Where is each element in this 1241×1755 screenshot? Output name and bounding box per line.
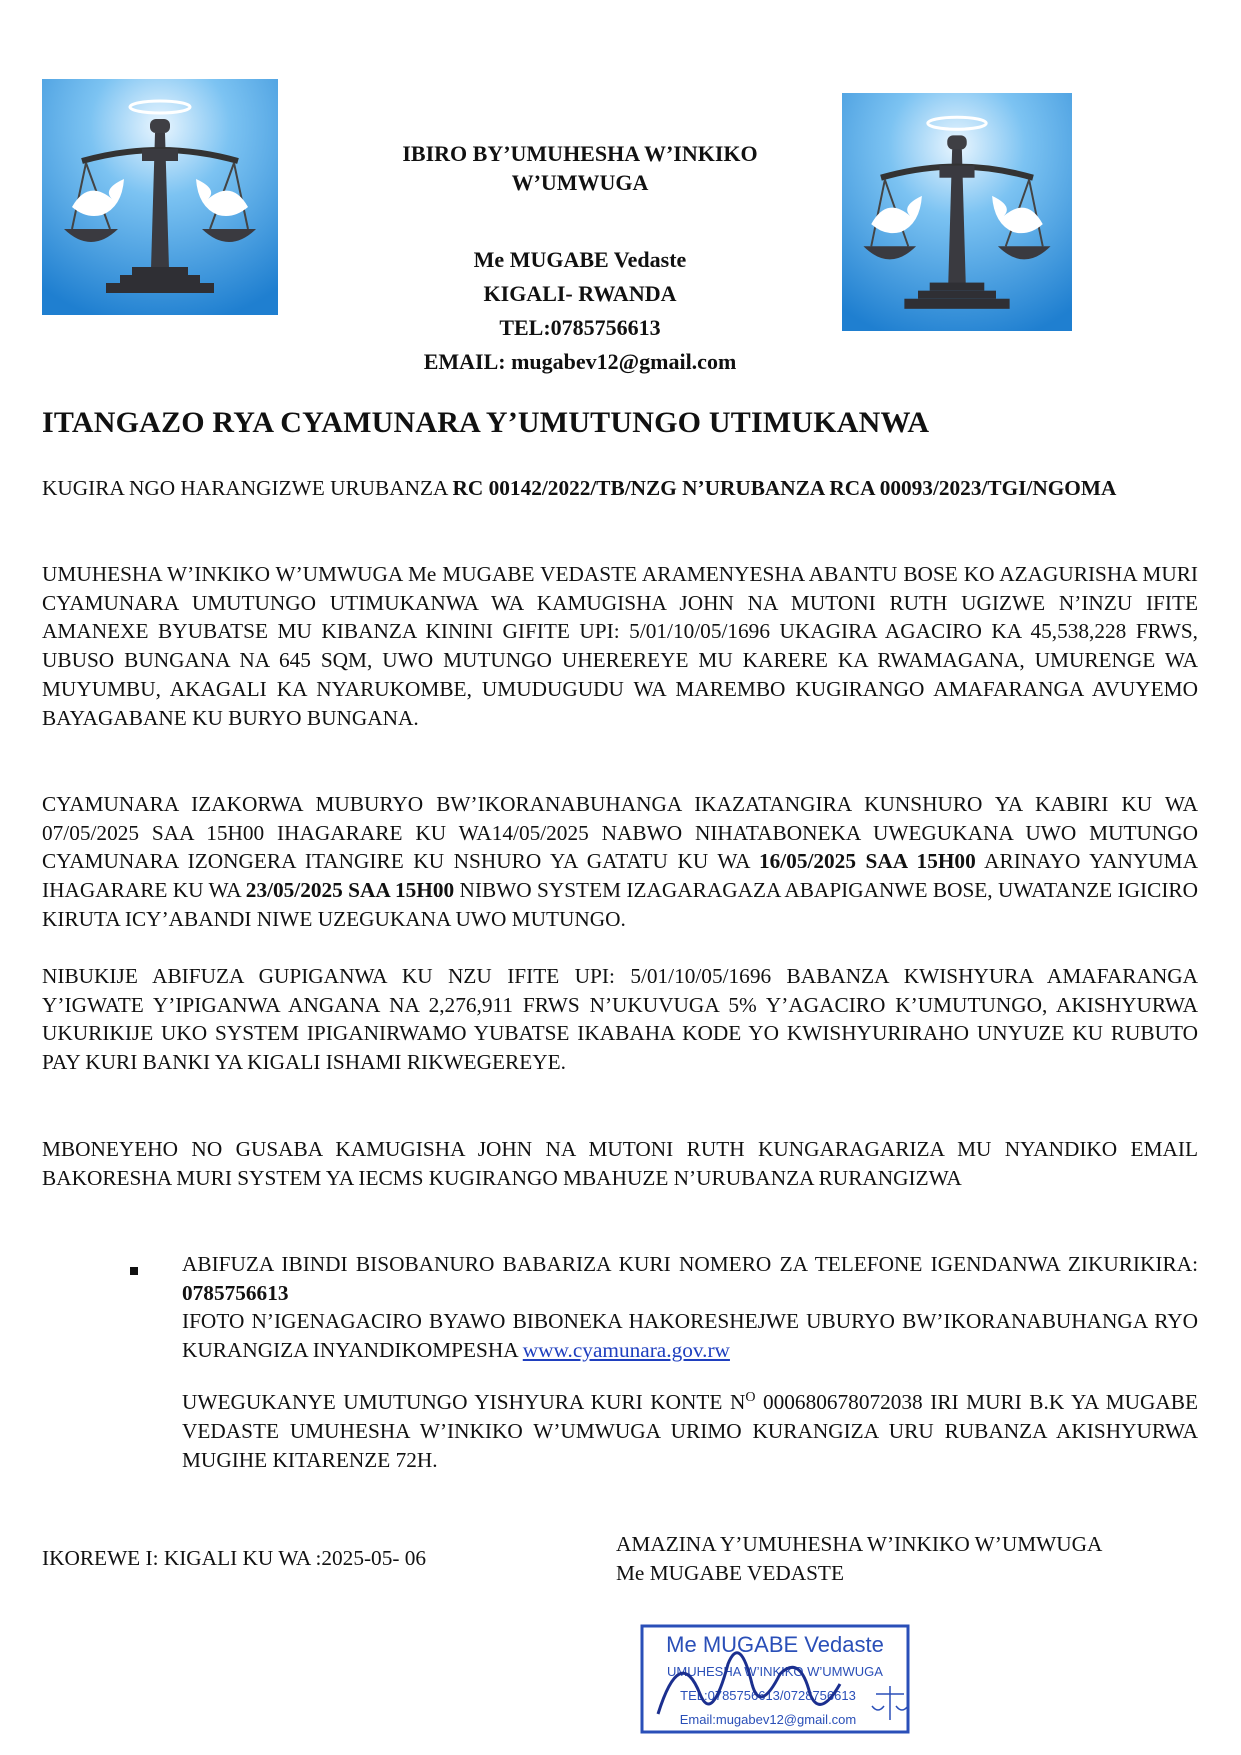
page-title: ITANGAZO RYA CYAMUNARA Y’UMUTUNGO UTIMUKANWA [42, 406, 930, 439]
cyamunara-link[interactable]: www.cyamunara.gov.rw [522, 1338, 730, 1363]
owners-request-paragraph: MBONEYEHO NO GUSABA KAMUGISHA JOHN NA MUTONI RUTH KUNGARAGARIZA MU NYANDIKO EMAIL BAKORESHA MURI SYSTEM YA IECMS KUGIRANGO MBAHUZE N’URUBANZA RURANGIZWA [42, 1137, 1198, 1190]
contact-block [340, 243, 820, 379]
office-header [340, 139, 820, 197]
done-at: IKOREWE I: KIGALI KU WA :2025-05- 06 [42, 1546, 427, 1570]
case-number-rca: N’URUBANZA RCA 00093/2023/TGI/NGOMA [682, 476, 1117, 500]
signature-scribble [658, 1653, 840, 1714]
office-line1: IBIRO BY’UMUHESHA W’INKIKO [402, 141, 758, 166]
payment-text-2: 000680678072038 IRI MURI B.K YA MUGABE VEDASTE UMUHESHA W’INKIKO W’UMWUGA URIMO KURANGIZA URU RUBANZA AKISHYURWA MUGIHE KITARENZE 72H. [182, 1390, 1198, 1472]
contact-phone: 0785756613 [182, 1280, 289, 1305]
schedule-text-2: ARINAYO YANYUMA IHAGARARE KU WA [42, 849, 1198, 903]
contact-bullet [182, 1250, 1198, 1365]
payment-text-1: UWEGUKANYE UMUTUNGO YISHYURA KURI KONTE N [182, 1390, 746, 1415]
official-stamp [640, 1624, 910, 1734]
case-intro: KUGIRA NGO HARANGIZWE URUBANZA [42, 476, 453, 500]
signature-block [616, 1530, 1102, 1588]
scales-of-justice-icon [42, 79, 278, 315]
bullet-square-icon [130, 1267, 138, 1275]
schedule-text-3: NIBWO SYSTEM IZAGARAGAZA ABAPIGANWE BOSE, UWATANZE IGICIRO KIRUTA ICY’ABANDI NIWE UZEGUKANA UWO MUTUNGO. [42, 878, 1198, 931]
auction-end-date: 23/05/2025 SAA 15H00 [245, 878, 455, 903]
auction-schedule-paragraph [42, 790, 1198, 934]
auction-start-date: 16/05/2025 SAA 15H00 [758, 849, 976, 874]
left-logo [42, 79, 278, 315]
signature-name: Me MUGABE VEDASTE [616, 1561, 844, 1585]
case-reference-paragraph [42, 474, 1198, 503]
schedule-text-1: CYAMUNARA IZAKORWA MUBURYO BW’IKORANABUHANGA IKAZATANGIRA KUNSHURO YA KABIRI KU WA 07/05/2025 SAA 15H00 IHAGARARE KU WA14/05/2025 NABWO NIHATABONEKA UWEGUKANA UWO MUTUNGO CYAMUNARA IZONGERA ITANGIRE KU NSHURO YA GATATU KU WA [42, 792, 1198, 874]
stamp-graphic [640, 1624, 910, 1734]
stamp-line3: TEL:0785756613/0728756613 [680, 1688, 856, 1703]
telephone: TEL:0785756613 [499, 315, 661, 340]
contact-info-text: ABIFUZA IBINDI BISOBANURO BABARIZA KURI NOMERO ZA TELEFONE IGENDANWA ZIKURIKIRA: [182, 1252, 1198, 1276]
stamp-line1: Me MUGABE Vedaste [666, 1632, 884, 1657]
payment-superscript: O [745, 1390, 756, 1405]
case-number-rc: RC 00142/2022/TB/NZG [452, 476, 677, 500]
office-line2: W’UMWUGA [511, 170, 649, 195]
payment-paragraph [182, 1384, 1198, 1474]
photo-info-text: IFOTO N’IGENAGACIRO BYAWO BIBONEKA HAKORESHEJWE UBURYO BW’IKORANABUHANGA RYO KURANGIZA INYANDIKOMPESHA [182, 1309, 1198, 1363]
stamp-line2: UMUHESHA W’INKIKO W’UMWUGA [667, 1664, 883, 1679]
bailiff-name: Me MUGABE Vedaste [473, 247, 687, 272]
stamp-line4: Email:mugabev12@gmail.com [679, 1712, 857, 1727]
right-logo [842, 93, 1072, 331]
stamp-scales-icon [872, 1686, 908, 1720]
deposit-paragraph: NIBUKIJE ABIFUZA GUPIGANWA KU NZU IFITE UPI: 5/01/10/05/1696 BABANZA KWISHYURA AMAFARANGA Y’IGWATE Y’IPIGANWA ANGANA NA 2,276,911 FRWS N’UKUVUGA 5% Y’AGACIRO K’UMUTUNGO, AKISHYURWA UKURIKIJE UKO SYSTEM IPIGANIRWAMO YUBATSE IKABAHA KODE YO KWISHYURIRAHO UNYUZE KU RUBUTO PAY KURI BANKI YA KIGALI ISHAMI RIKWEGEREYE. [42, 964, 1198, 1075]
signature-title: AMAZINA Y’UMUHESHA W’INKIKO W’UMWUGA [616, 1532, 1103, 1556]
property-description-paragraph: UMUHESHA W’INKIKO W’UMWUGA Me MUGABE VEDASTE ARAMENYESHA ABANTU BOSE KO AZAGURISHA MURI CYAMUNARA UMUTUNGO UTIMUKANWA WA KAMUGISHA JOHN NA MUTONI RUTH UGIZWE N’INZU IFITE AMANEXE BYUBATSE MU KIBANZA KININI GIFITE UPI: 5/01/10/05/1696 UKAGIRA AGACIRO KA 45,538,228 FRWS, UBUSO BUNGANA NA 645 SQM, UWO MUTUNGO UHEREREYE MU KARERE KA RWAMAGANA, UMURENGE WA MUYUMBU, AKAGALI KA NYARUKOMBE, UMUDUGUDU WA MAREMBO KUGIRANGO AMAFARANGA AVUYEMO BAYAGABANE KU BURYO BUNGANA. [42, 562, 1198, 730]
email: EMAIL: mugabev12@gmail.com [423, 349, 737, 374]
scales-of-justice-icon [842, 93, 1072, 331]
city: KIGALI- RWANDA [483, 281, 677, 306]
